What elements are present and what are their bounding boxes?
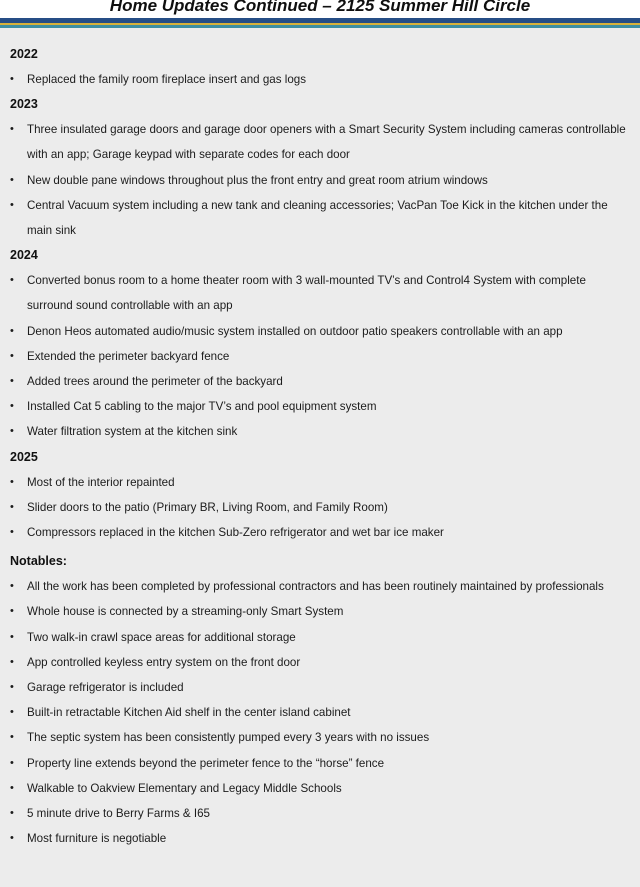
list-item: • Replaced the family room fireplace insert and gas logs [10,67,630,92]
bullet-icon: • [10,605,14,618]
bullet-icon: • [10,526,14,539]
year-heading: 2023 [10,97,38,112]
year-heading: 2025 [10,449,38,464]
list-item: • Property line extends beyond the perimeter fence to the “horse” fence [10,751,630,776]
list-item: • Garage refrigerator is included [10,675,630,700]
section-2022 [10,42,630,92]
bullet-icon: • [10,580,14,593]
section-2025 [10,445,630,546]
bullet-icon: • [10,731,14,744]
page-header [0,0,640,18]
list-item: • 5 minute drive to Berry Farms & I65 [10,801,630,826]
bullet-icon: • [10,324,14,337]
page-title: Home Updates Continued – 2125 Summer Hill Circle [109,0,531,15]
list-item: • Installed Cat 5 cabling to the major TV’s and pool equipment system [10,394,630,419]
bullet-icon: • [10,425,14,438]
bullet-icon: • [10,475,14,488]
bullet-icon: • [10,630,14,643]
list-item: • Most furniture is negotiable [10,826,630,851]
bullet-icon: • [10,807,14,820]
bullet-icon: • [10,756,14,769]
bullet-icon: • [10,123,14,136]
section-2023 [10,92,630,243]
list-item: • Water filtration system at the kitchen sink [10,419,630,444]
list-item: • The septic system has been consistently pumped every 3 years with no issues [10,725,630,750]
bullet-icon: • [10,706,14,719]
bullet-icon: • [10,349,14,362]
bullet-icon: • [10,73,14,85]
bullet-icon: • [10,655,14,668]
list-item: • All the work has been completed by professional contractors and has been routinely maintained by professionals [10,574,630,599]
list-item: • Slider doors to the patio (Primary BR, Living Room, and Family Room) [10,495,630,520]
bullet-icon: • [10,681,14,694]
bullet-list [10,67,630,92]
list-item: • Most of the interior repainted [10,470,630,495]
list-item: • Converted bonus room to a home theater room with 3 wall-mounted TV’s and Control4 System with complete surround sound controllable with an app [10,268,630,318]
year-heading: 2022 [10,47,38,61]
list-item: • Denon Heos automated audio/music system installed on outdoor patio speakers controllable with an app [10,319,630,344]
bullet-list [10,268,630,444]
list-item: • New double pane windows throughout plus the front entry and great room atrium windows [10,168,630,193]
bullet-icon: • [10,832,14,845]
list-item: • Built-in retractable Kitchen Aid shelf in the center island cabinet [10,700,630,725]
bullet-icon: • [10,198,14,211]
list-item: • App controlled keyless entry system on the front door [10,650,630,675]
section-notables [10,549,630,851]
list-item: • Walkable to Oakview Elementary and Legacy Middle Schools [10,776,630,801]
document-body [0,28,640,887]
list-item: • Whole house is connected by a streaming-only Smart System [10,599,630,624]
list-item: • Compressors replaced in the kitchen Sub-Zero refrigerator and wet bar ice maker [10,520,630,545]
bullet-icon: • [10,173,14,186]
list-item: • Extended the perimeter backyard fence [10,344,630,369]
list-item: • Central Vacuum system including a new tank and cleaning accessories; VacPan Toe Kick in the kitchen under the main sink [10,193,630,243]
bullet-icon: • [10,781,14,794]
list-item: • Two walk-in crawl space areas for additional storage [10,625,630,650]
notables-heading: Notables: [10,554,67,569]
year-heading: 2024 [10,248,38,263]
bullet-list [10,470,630,546]
bullet-icon: • [10,274,14,287]
bullet-icon: • [10,500,14,513]
list-item: • Three insulated garage doors and garage door openers with a Smart Security System including cameras controllable with an app; Garage keypad with separate codes for each door [10,117,630,167]
section-2024 [10,243,630,444]
bullet-list [10,574,630,851]
list-item: • Added trees around the perimeter of the backyard [10,369,630,394]
bullet-icon: • [10,375,14,388]
bullet-list [10,117,630,243]
bullet-icon: • [10,400,14,413]
